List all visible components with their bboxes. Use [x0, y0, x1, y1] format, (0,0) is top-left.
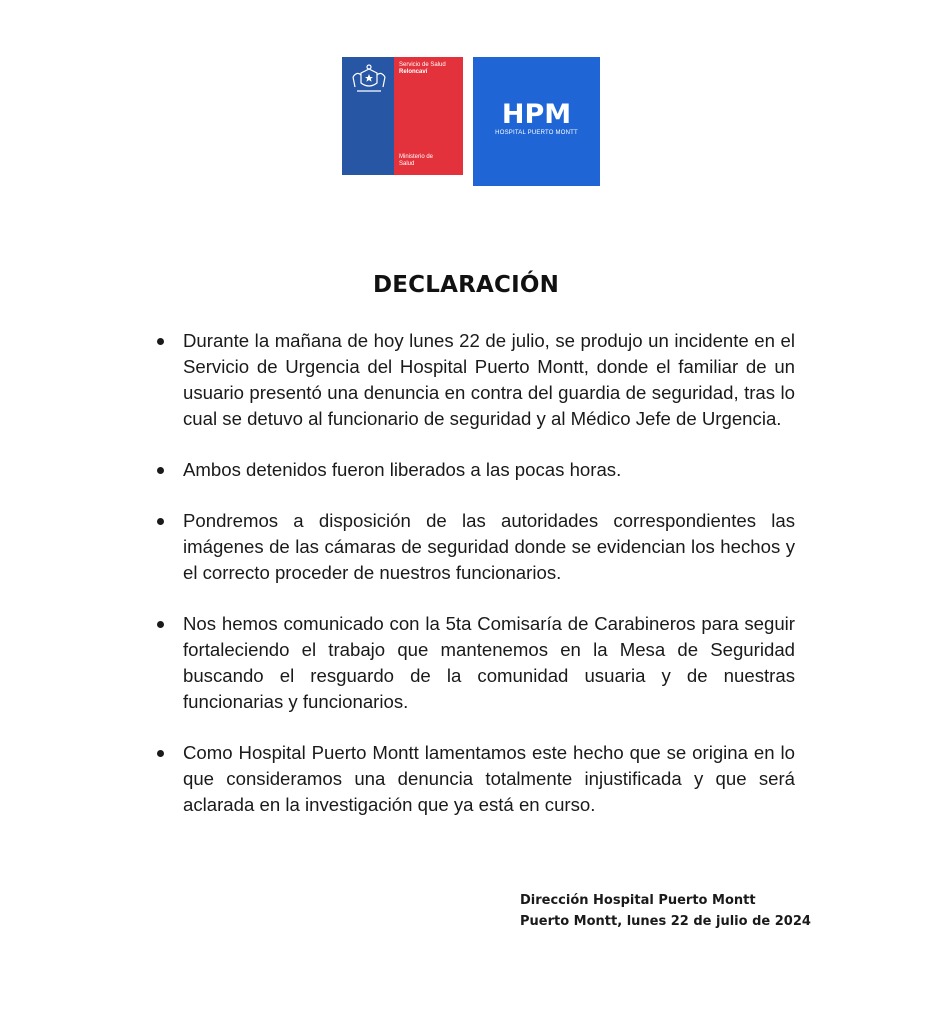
- list-item-text: Como Hospital Puerto Montt lamentamos este hecho que se origina en lo que consideramos una denuncia totalmente injustificada y que será aclarada en la investigación que ya está en curso.: [183, 742, 795, 815]
- bullet-icon: [157, 518, 164, 525]
- list-item-text: Pondremos a disposición de las autoridades correspondientes las imágenes de las cámaras de seguridad donde se evidencian los hechos y el correcto proceder de nuestros funcionarios.: [183, 510, 795, 583]
- bullet-icon: [157, 621, 164, 628]
- bullet-icon: [157, 338, 164, 345]
- ministerio-line: Ministerio de: [399, 154, 434, 160]
- list-item-text: Durante la mañana de hoy lunes 22 de julio, se produjo un incidente en el Servicio de Urgencia del Hospital Puerto Montt, donde el familiar de un usuario presentó una denuncia en contra del guardia de seguridad, tras lo cual se detuvo al funcionario de seguridad y al Médico Jefe de Urgencia.: [183, 330, 795, 429]
- bullet-icon: [157, 467, 164, 474]
- list-item: [183, 457, 795, 483]
- chile-coat-of-arms-icon: [349, 63, 389, 95]
- declaration-list: [183, 328, 795, 843]
- list-item-text: Ambos detenidos fueron liberados a las pocas horas.: [183, 459, 622, 480]
- signature-author: Dirección Hospital Puerto Montt: [520, 893, 756, 908]
- page-title: DECLARACIÓN: [372, 272, 560, 298]
- bullet-icon: [157, 750, 164, 757]
- salud-line: Salud: [399, 161, 415, 167]
- list-item: [183, 508, 795, 586]
- hospital-puerto-montt-logo: [473, 57, 600, 186]
- ministerio-text: [399, 154, 459, 168]
- header-logos: [342, 57, 600, 187]
- list-item: [183, 740, 795, 818]
- list-item: [183, 611, 795, 715]
- signature-date: Puerto Montt, lunes 22 de julio de 2024: [520, 914, 811, 929]
- servicio-salud-logo: [342, 57, 463, 175]
- servicio-line: Servicio de Salud: [399, 62, 446, 68]
- signature-block: [520, 890, 811, 932]
- logo-blue-band: [342, 57, 394, 175]
- reloncavi-line: Reloncaví: [399, 69, 428, 75]
- servicio-salud-text: [399, 62, 459, 76]
- list-item-text: Nos hemos comunicado con la 5ta Comisaría de Carabineros para seguir fortaleciendo el trabajo que mantenemos en la Mesa de Seguridad buscando el resguardo de la comunidad usuaria y de nuestras funcionarias y funcionarios.: [183, 613, 795, 712]
- list-item: [183, 328, 795, 432]
- hpm-mark: HPM: [501, 99, 572, 130]
- hpm-subtitle: HOSPITAL PUERTO MONTT: [495, 130, 578, 136]
